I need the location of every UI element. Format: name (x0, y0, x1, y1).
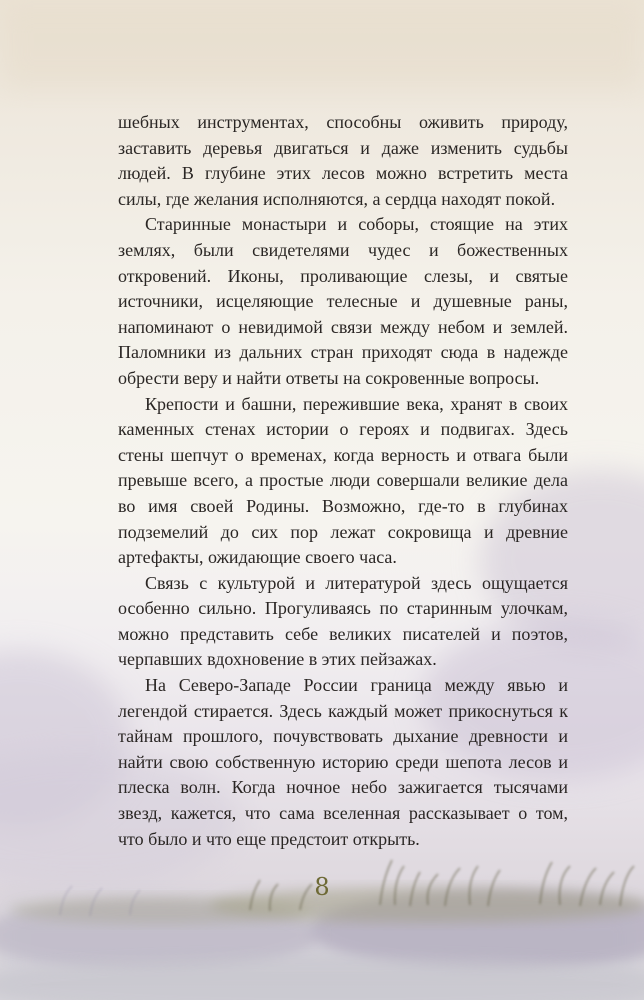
paragraph-2: Старинные монастыри и соборы, стоящие на этих землях, были свидетелями чудес и божественных откровений. Иконы, проливающие слезы, и святые источники, исцеляющие телесные и душевные раны, напоминают о невидимой связи между небом и землей. Паломники из дальних стран приходят сюда в надежде обрести веру и найти ответы на сокровенные вопросы. (118, 214, 568, 388)
page-number: 8 (314, 873, 330, 901)
paragraph-3: Крепости и башни, пережившие века, хранят в своих каменных стенах истории о героях и подвигах. Здесь стены шепчут о временах, когда верность и отвага были превыше всего, а простые люди совершали великие дела во имя своей Родины. Возможно, где-то в глубинах подземелий до сих пор лежат сокровища и древние артефакты, ожидающие своего часа. (118, 393, 568, 568)
paragraph-4: Связь с культурой и литературой здесь ощущается особенно сильно. Прогуливаясь по старинным улочкам, можно представить себе великих писателей и поэтов, черпавших вдохновение в этих пейзажах. (118, 572, 568, 670)
paragraph-5: На Северо-Западе России граница между явью и легендой стирается. Здесь каждый может прикоснуться к тайнам прошлого, почувствовать дыхание древности и найти свою собственную историю среди шепота лесов и плеска волн. Когда ночное небо зажигается тысячами звезд, кажется, что сама вселенная рассказывает о том, что было и что еще предстоит открыть. (118, 675, 568, 849)
body-text (118, 110, 568, 852)
paragraph-1: шебных инструментах, способны оживить природу, заставить деревья двигаться и даже изменить судьбы людей. В глубине этих лесов можно встретить места силы, где желания исполняются, а сердца находят покой. (118, 112, 568, 209)
